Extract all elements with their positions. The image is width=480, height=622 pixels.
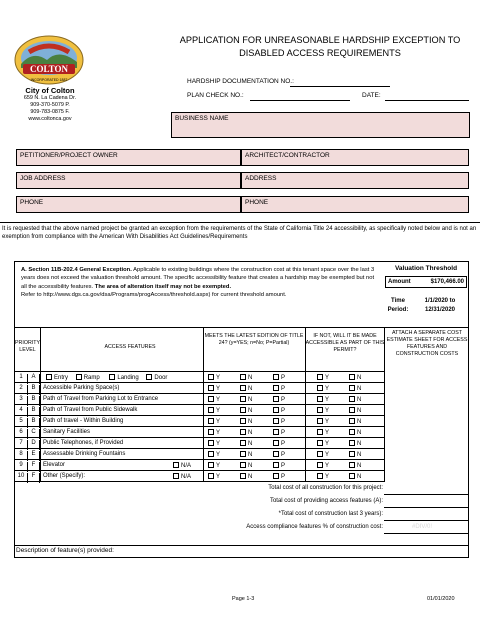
feature-label: Path of travel - Within Building	[43, 417, 124, 424]
feature-label: Accessible Parking Space(s)	[43, 384, 120, 391]
page-number: Page 1-3	[232, 596, 255, 602]
if-not-header: IF NOT, WILL IT BE MADE ACCESSIBLE AS PART OF THIS PERMIT?	[305, 333, 385, 353]
job-address-field[interactable]: JOB ADDRESS	[16, 172, 241, 189]
date-field[interactable]	[385, 100, 469, 101]
partial-checkbox[interactable]	[273, 374, 279, 380]
plan-check-label: PLAN CHECK NO.:	[187, 92, 244, 99]
row-level: B	[28, 385, 40, 395]
row-level: F	[28, 462, 40, 472]
description-label: Description of feature(s) provided:	[16, 547, 114, 554]
percent-value: #DIV/0!	[412, 524, 433, 530]
will-yes-checkbox[interactable]	[317, 374, 323, 380]
no-checkbox[interactable]	[240, 473, 246, 479]
date-label: DATE:	[362, 92, 381, 99]
valuation-period-box: Time Period: 1/1/2020 to 12/31/2020	[385, 293, 467, 321]
business-name-field[interactable]: BUSINESS NAME	[171, 112, 470, 138]
yes-checkbox[interactable]	[208, 385, 214, 391]
row-level: C	[28, 429, 40, 439]
table-row: 4 B Path of Travel from Public Sidewalk Y N P Y N	[15, 405, 384, 416]
row-number: 2	[15, 385, 28, 395]
row-number: 5	[15, 418, 28, 428]
yes-checkbox[interactable]	[208, 473, 214, 479]
will-no-checkbox[interactable]	[349, 451, 355, 457]
total-line	[384, 507, 469, 508]
na-checkbox[interactable]	[173, 462, 179, 468]
hardship-doc-label: HARDSHIP DOCUMENTATION NO.:	[187, 78, 294, 85]
yes-checkbox[interactable]	[208, 462, 214, 468]
city-phone: 909-370-5079 P.	[30, 102, 70, 108]
table-row: 3 B Path of Travel from Parking Lot to Entrance Y N P Y N	[15, 394, 384, 405]
feature-label: Sanitary Facilities	[43, 428, 91, 435]
partial-checkbox[interactable]	[273, 429, 279, 435]
address-field[interactable]: ADDRESS	[241, 172, 469, 189]
partial-checkbox[interactable]	[273, 451, 279, 457]
city-seal-logo	[13, 34, 85, 86]
will-no-checkbox[interactable]	[349, 418, 355, 424]
plan-check-field[interactable]	[250, 100, 350, 101]
row-level: F	[28, 473, 40, 483]
total-line	[384, 494, 469, 495]
will-yes-checkbox[interactable]	[317, 385, 323, 391]
yes-checkbox[interactable]	[208, 451, 214, 457]
na-checkbox[interactable]	[173, 473, 179, 479]
row-level: B	[28, 407, 40, 417]
form-title: APPLICATION FOR UNREASONABLE HARDSHIP EXCEPTION TO DISABLED ACCESS REQUIREMENTS	[179, 35, 461, 58]
will-no-checkbox[interactable]	[349, 429, 355, 435]
entry-checkbox[interactable]	[46, 374, 52, 380]
will-no-checkbox[interactable]	[349, 396, 355, 402]
percent-label: Access compliance features % of construction cost:	[246, 524, 383, 530]
row-level: B	[28, 418, 40, 428]
will-no-checkbox[interactable]	[349, 374, 355, 380]
partial-checkbox[interactable]	[273, 473, 279, 479]
row-level: A	[28, 374, 40, 384]
feature-label: Path of Travel from Public Sidewalk	[43, 406, 138, 413]
table-row: 8 E Assessable Drinking Fountains Y N P Y N	[15, 449, 384, 460]
no-checkbox[interactable]	[240, 440, 246, 446]
col-divider	[384, 327, 385, 482]
will-yes-checkbox[interactable]	[317, 407, 323, 413]
table-row: 10 F Other (Specify): N/A Y N P Y N	[15, 471, 384, 482]
no-checkbox[interactable]	[240, 396, 246, 402]
feature-label: Path of Travel from Parking Lot to Entrance	[43, 395, 159, 402]
phone-left-field[interactable]: PHONE	[16, 196, 241, 213]
partial-checkbox[interactable]	[273, 396, 279, 402]
row-number: 4	[15, 407, 28, 417]
yes-checkbox[interactable]	[208, 418, 214, 424]
architect-field[interactable]: ARCHITECT/CONTRACTOR	[241, 149, 469, 166]
divider	[0, 222, 480, 223]
valuation-title: Valuation Threshold	[394, 265, 458, 272]
row-number: 1	[15, 374, 28, 384]
will-no-checkbox[interactable]	[349, 440, 355, 446]
row-level: D	[28, 440, 40, 450]
svg-text:COLTON: COLTON	[29, 64, 69, 74]
meets-header: MEETS THE LATEST EDITION OF TITLE 24? (y=YES; n=No; P=Partial)	[204, 333, 304, 346]
total-last3-label: *Total cost of construction last 3 years):	[278, 511, 383, 517]
total-line	[384, 533, 469, 534]
no-checkbox[interactable]	[240, 462, 246, 468]
yes-checkbox[interactable]	[208, 374, 214, 380]
section-a-text: A. Section 11B-202.4 General Exception. Applicable to existing buildings where the construction cost at this tenant space over the last 3 years does not exceed the valuation threshold amount. The specific accessibility feature that creates a hardship may be exempted but not all the accessibility features. The area of alteration itself may not be exempted. Refer to http://www.dgs.ca.gov/dsa/Programs/progAccess/threshold.aspx) for current threshold amount.	[21, 267, 375, 298]
no-checkbox[interactable]	[240, 407, 246, 413]
total-access-label: Total cost of providing access features (A):	[269, 498, 383, 504]
row-number: 7	[15, 440, 28, 450]
no-checkbox[interactable]	[240, 385, 246, 391]
yes-checkbox[interactable]	[208, 396, 214, 402]
svg-text:INCORPORATED 1887: INCORPORATED 1887	[30, 78, 68, 82]
will-yes-checkbox[interactable]	[317, 473, 323, 479]
features-header: ACCESS FEATURES	[104, 344, 156, 350]
yes-checkbox[interactable]	[208, 407, 214, 413]
landing-checkbox[interactable]	[109, 374, 115, 380]
partial-checkbox[interactable]	[273, 385, 279, 391]
hardship-doc-field[interactable]	[290, 86, 390, 87]
door-checkbox[interactable]	[146, 374, 152, 380]
feature-label: Other (Specify):	[43, 472, 86, 479]
partial-checkbox[interactable]	[273, 440, 279, 446]
table-row: 5 B Path of travel - Within Building Y N P Y N	[15, 416, 384, 427]
row-number: 10	[15, 473, 28, 483]
table-row: 1 A Entry Ramp Landing Door Y N P Y N	[15, 372, 384, 383]
will-no-checkbox[interactable]	[349, 473, 355, 479]
total-line	[384, 520, 469, 521]
no-checkbox[interactable]	[240, 451, 246, 457]
city-name: City of Colton	[25, 86, 75, 95]
row-number: 8	[15, 451, 28, 461]
will-no-checkbox[interactable]	[349, 385, 355, 391]
yes-checkbox[interactable]	[208, 429, 214, 435]
will-no-checkbox[interactable]	[349, 462, 355, 468]
partial-checkbox[interactable]	[273, 407, 279, 413]
table-row: 2 B Accessible Parking Space(s) Y N P Y N	[15, 383, 384, 394]
no-checkbox[interactable]	[240, 429, 246, 435]
exception-statement: It is requested that the above named project be granted an exception from the requirements of the State of California Title 24 accessibility, as specifically noted below and is not an exemption from compliance with the American With Disabilities Act Guidelines/Requirements	[2, 226, 477, 240]
yes-checkbox[interactable]	[208, 440, 214, 446]
partial-checkbox[interactable]	[273, 462, 279, 468]
description-top-line	[14, 545, 469, 546]
total-all-label: Total cost of all construction for this project:	[268, 485, 383, 491]
row-number: 9	[15, 462, 28, 472]
will-yes-checkbox[interactable]	[317, 429, 323, 435]
feature-label: Public Telephones, if Provided	[43, 439, 124, 446]
table-row: 7 D Public Telephones, if Provided Y N P Y N	[15, 438, 384, 449]
partial-checkbox[interactable]	[273, 418, 279, 424]
will-no-checkbox[interactable]	[349, 407, 355, 413]
will-yes-checkbox[interactable]	[317, 418, 323, 424]
no-checkbox[interactable]	[240, 418, 246, 424]
feature-label: Assessable Drinking Fountains	[43, 450, 126, 457]
row-number: 6	[15, 429, 28, 439]
row-number: 3	[15, 396, 28, 406]
table-row: 6 C Sanitary Facilities Y N P Y N	[15, 427, 384, 438]
row-level: E	[28, 451, 40, 461]
footer-date: 01/01/2020	[427, 596, 455, 602]
will-yes-checkbox[interactable]	[317, 462, 323, 468]
attach-header: ATTACH A SEPARATE COST ESTIMATE SHEET FOR ACCESS FEATURES AND CONSTRUCTION COSTS	[386, 330, 468, 357]
ramp-checkbox[interactable]	[76, 374, 82, 380]
city-website[interactable]: www.coltonca.gov	[28, 116, 72, 122]
valuation-amount-box: Amount $170,466.00	[385, 276, 467, 288]
table-top-line	[15, 327, 469, 328]
will-yes-checkbox[interactable]	[317, 396, 323, 402]
will-yes-checkbox[interactable]	[317, 440, 323, 446]
table-row: 9 F Elevator N/A Y N P Y N	[15, 460, 384, 471]
no-checkbox[interactable]	[240, 374, 246, 380]
priority-header: PRIORITY LEVEL	[15, 340, 41, 353]
row-level: B	[28, 396, 40, 406]
will-yes-checkbox[interactable]	[317, 451, 323, 457]
city-address: 659 N. La Cadena Dr.	[23, 95, 77, 101]
petitioner-field[interactable]: PETITIONER/PROJECT OWNER	[16, 149, 241, 166]
phone-right-field[interactable]: PHONE	[241, 196, 469, 213]
feature-label: Elevator	[43, 461, 66, 468]
city-info	[0, 86, 100, 123]
city-fax: 909-783-0875 F.	[30, 109, 70, 115]
